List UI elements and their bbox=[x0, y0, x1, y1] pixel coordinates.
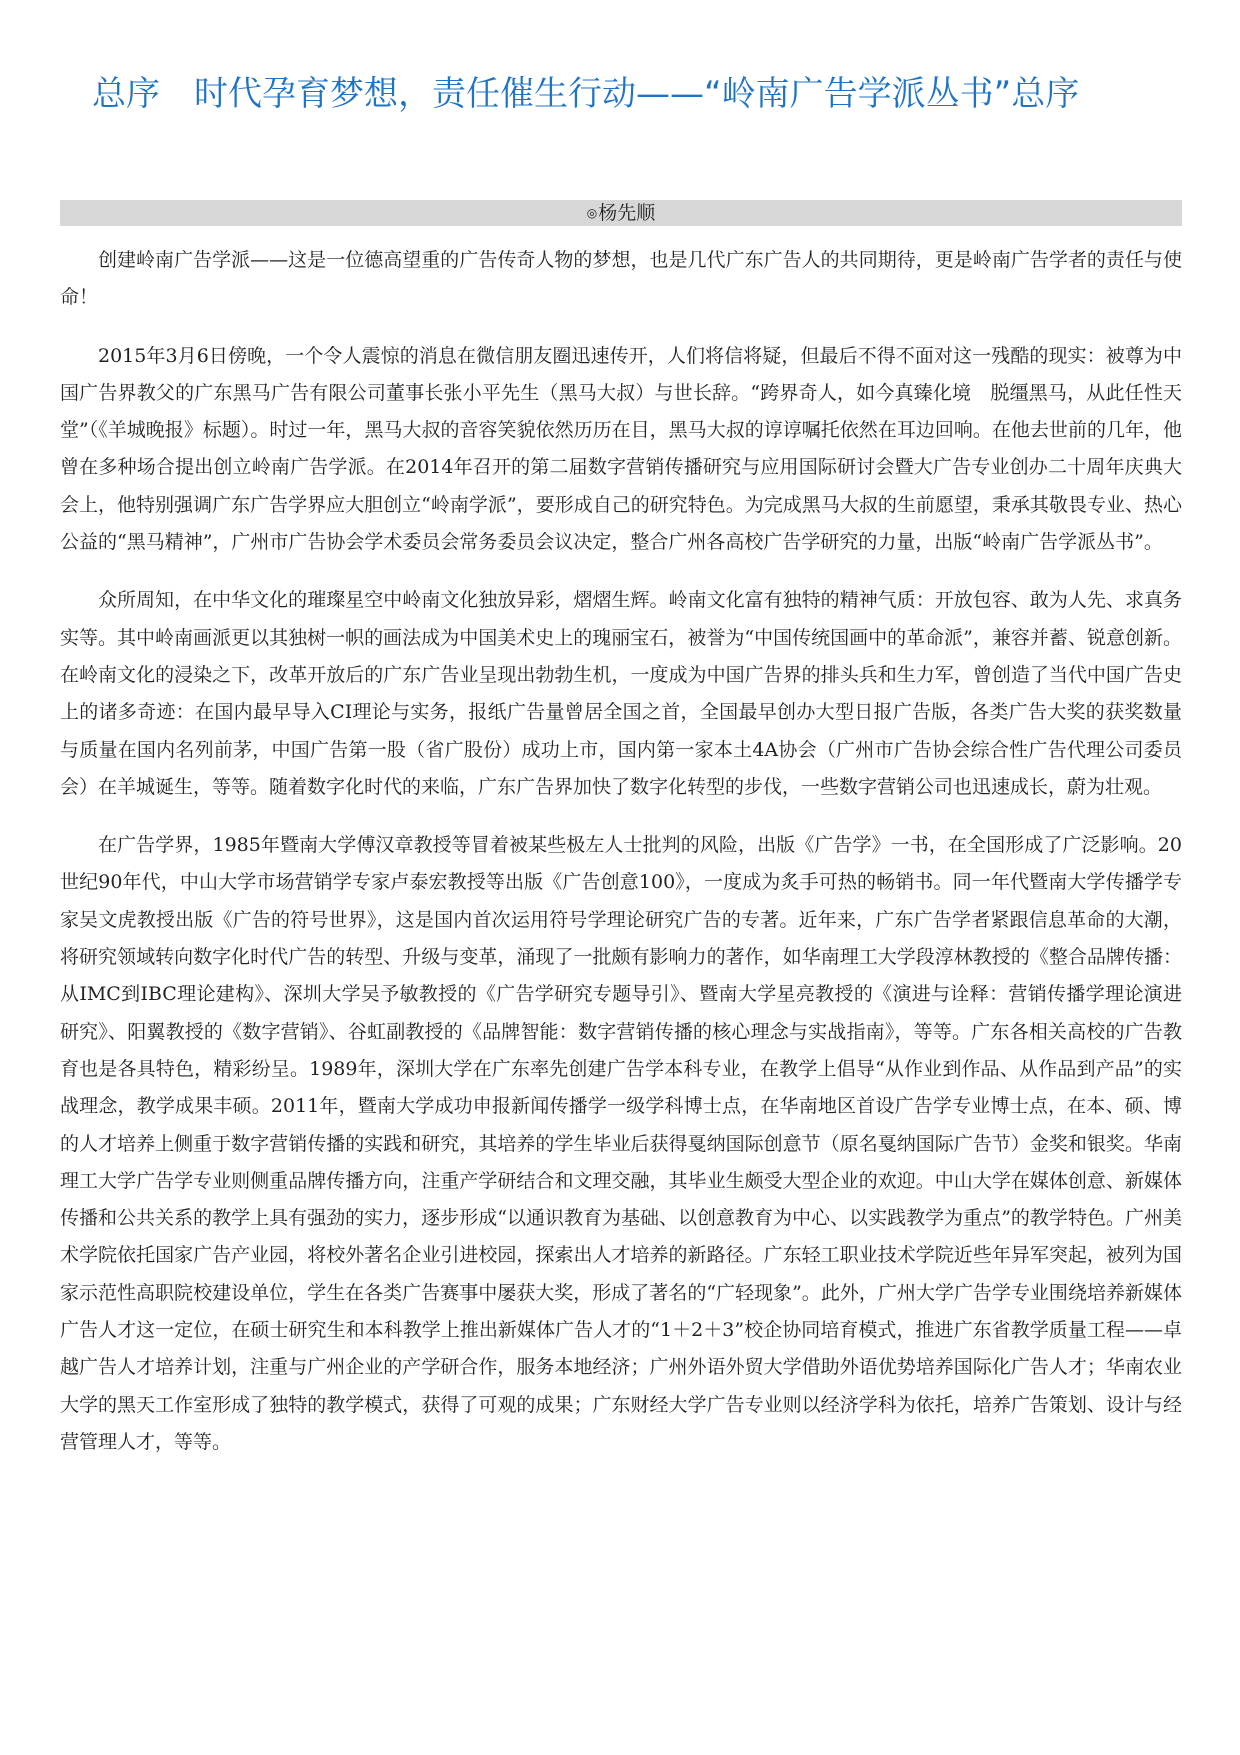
paragraph-1: 创建岭南广告学派——这是一位德高望重的广告传奇人物的梦想，也是几代广东广告人的共同期待，更是岭南广告学者的责任与使命！ bbox=[60, 249, 1182, 309]
author-mark-icon: ◎ bbox=[586, 206, 598, 220]
author-bar bbox=[60, 200, 1182, 226]
section-label: 总序 bbox=[92, 74, 160, 114]
paragraph-2: 2015年3月6日傍晚，一个令人震惊的消息在微信朋友圈迅速传开，人们将信将疑，但最后不得不面对这一残酷的现实：被尊为中国广告界教父的广东黑马广告有限公司董事长张小平先生（黑马大叔）与世长辞。“跨界奇人，如今真臻化境 脱缰黑马，从此任性天堂”（《羊城晚报》标题）。时过一年，黑马大叔的音容笑貌依然历历在目，黑马大叔的谆谆嘱托依然在耳边回响。在他去世前的几年，他曾在多种场合提出创立岭南广告学派。在2014年召开的第二届数字营销传播研究与应用国际研讨会暨大广告专业创办二十周年庆典大会上，他特别强调广东广告学界应大胆创立“岭南学派”，要形成自己的研究特色。为完成黑马大叔的生前愿望，秉承其敬畏专业、热心公益的“黑马精神”，广州市广告协会学术委员会常务委员会议决定，整合广州各高校广告学研究的力量，出版“岭南广告学派丛书”。 bbox=[60, 344, 1182, 554]
author-name: 杨先顺 bbox=[598, 202, 656, 224]
title-text: 时代孕育梦想，责任催生行动——“岭南广告学派丛书”总序 bbox=[194, 74, 1080, 114]
paragraph-3: 众所周知，在中华文化的璀璨星空中岭南文化独放异彩，熠熠生辉。岭南文化富有独特的精神气质：开放包容、敢为人先、求真务实等。其中岭南画派更以其独树一帜的画法成为中国美术史上的瑰丽宝石，被誉为“中国传统国画中的革命派”，兼容并蓄、锐意创新。在岭南文化的浸染之下，改革开放后的广东广告业呈现出勃勃生机，一度成为中国广告界的排头兵和生力军，曾创造了当代中国广告史上的诸多奇迹：在国内最早导入CI理论与实务，报纸广告量曾居全国之首，全国最早创办大型日报广告版，各类广告大奖的获奖数量与质量在国内名列前茅，中国广告第一股（省广股份）成功上市，国内第一家本土4A协会（广州市广告协会综合性广告代理公司委员会）在羊城诞生，等等。随着数字化时代的来临，广东广告界加快了数字化转型的步伐，一些数字营销公司也迅速成长，蔚为壮观。 bbox=[60, 589, 1182, 798]
article-body bbox=[60, 242, 1182, 1482]
page-title bbox=[92, 64, 1192, 124]
paragraph-4: 在广告学界，1985年暨南大学傅汉章教授等冒着被某些极左人士批判的风险，出版《广告学》一书，在全国形成了广泛影响。20世纪90年代，中山大学市场营销学专家卢泰宏教授等出版《广告创意100》，一度成为炙手可热的畅销书。同一年代暨南大学传播学专家吴文虎教授出版《广告的符号世界》，这是国内首次运用符号学理论研究广告的专著。近年来，广东广告学者紧跟信息革命的大潮，将研究领域转向数字化时代广告的转型、升级与变革，涌现了一批颇有影响力的著作，如华南理工大学段淳林教授的《整合品牌传播：从IMC到IBC理论建构》、深圳大学吴予敏教授的《广告学研究专题导引》、暨南大学星亮教授的《演进与诠释：营销传播学理论演进研究》、阳翼教授的《数字营销》、谷虹副教授的《品牌智能：数字营销传播的核心理念与实战指南》，等等。广东各相关高校的广告教育也是各具特色，精彩纷呈。1989年，深圳大学在广东率先创建广告学本科专业，在教学上倡导“从作业到作品、从作品到产品”的实战理念，教学成果丰硕。2011年，暨南大学成功申报新闻传播学一级学科博士点，在华南地区首设广告学专业博士点，在本、硕、博的人才培养上侧重于数字营销传播的实践和研究，其培养的学生毕业后获得戛纳国际创意节（原名戛纳国际广告节）金奖和银奖。华南理工大学广告学专业则侧重品牌传播方向，注重产学研结合和文理交融，其毕业生颇受大型企业的欢迎。中山大学在媒体创意、新媒体传播和公共关系的教学上具有强劲的实力，逐步形成“以通识教育为基础、以创意教育为中心、以实践教学为重点”的教学特色。广州美术学院依托国家广告产业园，将校外著名企业引进校园，探索出人才培养的新路径。广东轻工职业技术学院近些年异军突起，被列为国家示范性高职院校建设单位，学生在各类广告赛事中屡获大奖，形成了著名的“广轻现象”。此外，广州大学广告学专业围绕培养新媒体广告人才这一定位，在硕士研究生和本科教学上推出新媒体广告人才的“1＋2＋3”校企协同培育模式，推进广东省教学质量工程——卓越广告人才培养计划，注重与广州企业的产学研合作，服务本地经济；广州外语外贸大学借助外语优势培养国际化广告人才；华南农业大学的黑天工作室形成了独特的教学模式，获得了可观的成果；广东财经大学广告专业则以经济学科为依托，培养广告策划、设计与经营管理人才，等等。 bbox=[60, 834, 1182, 1453]
